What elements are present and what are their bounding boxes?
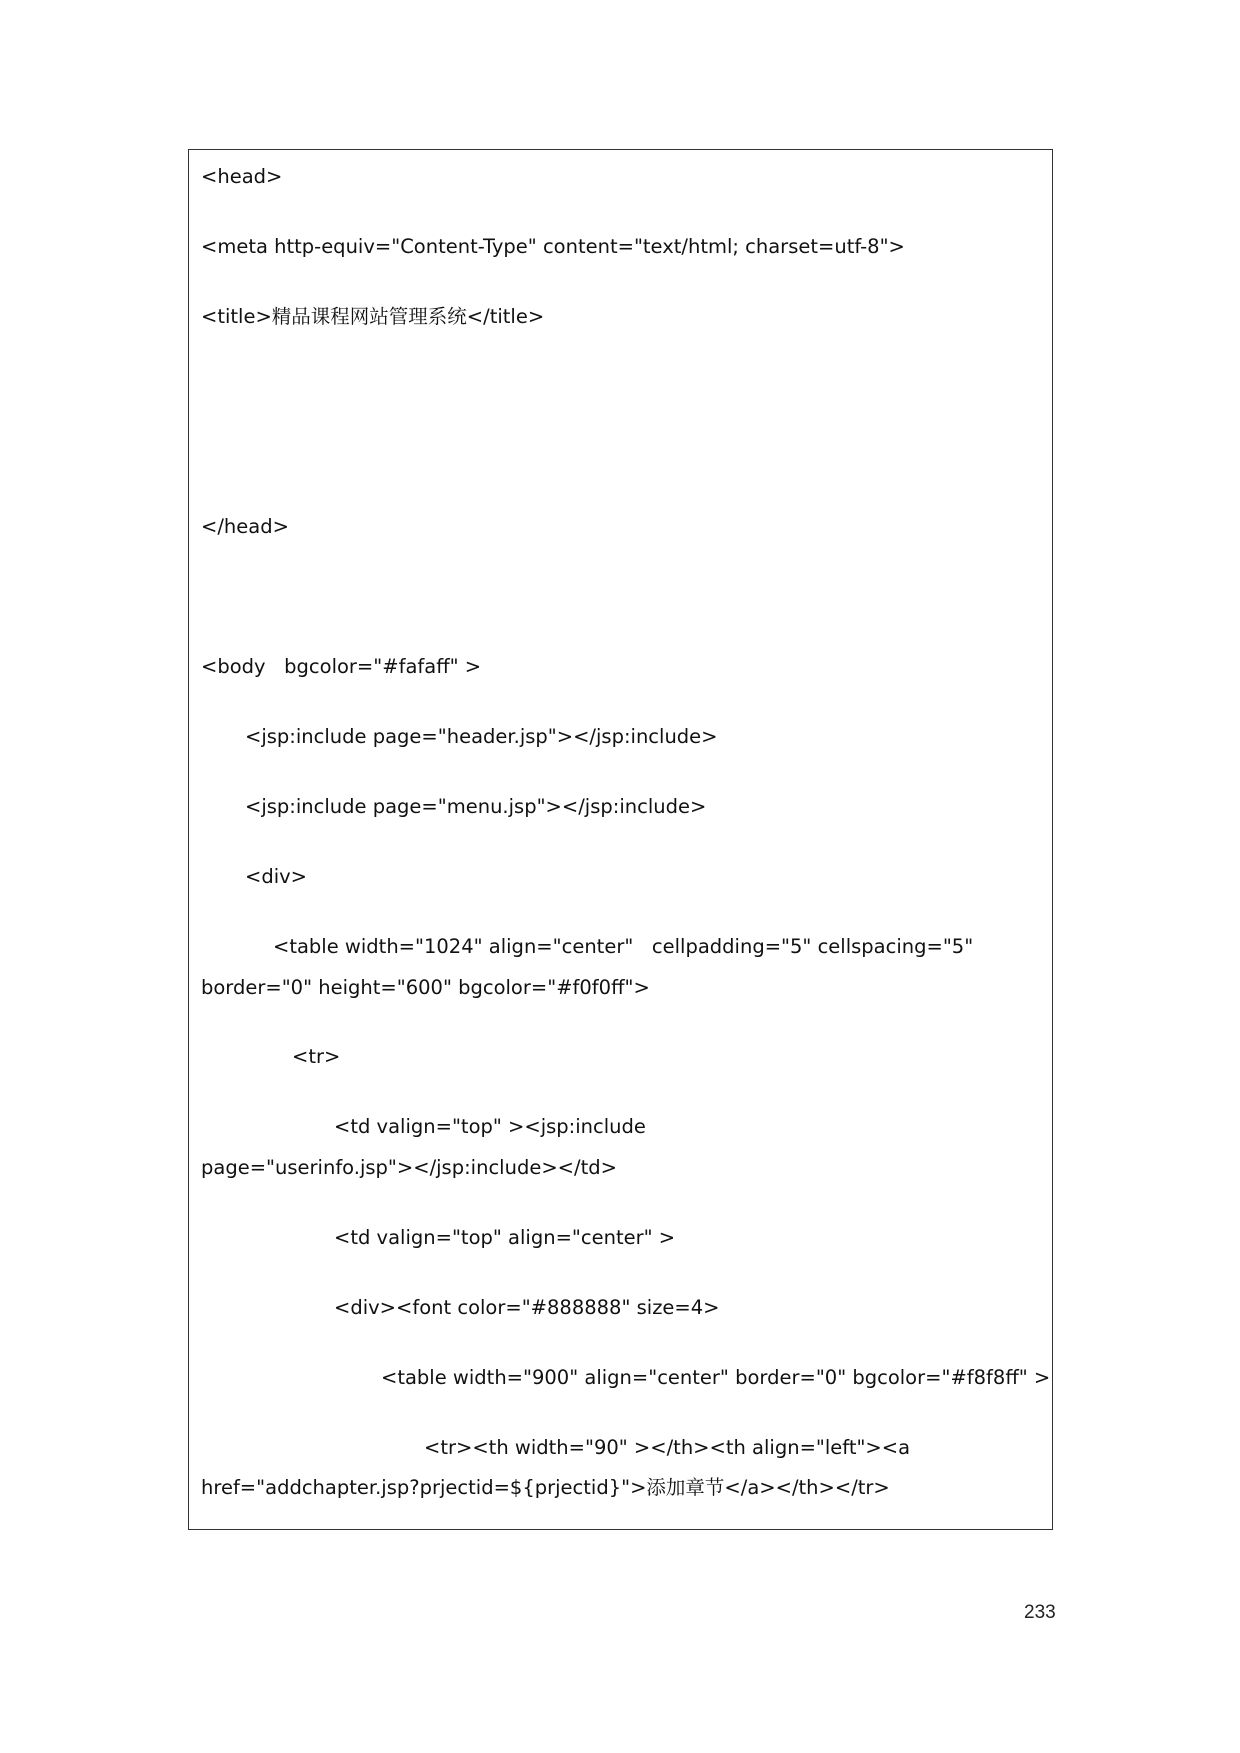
code-listing-box	[188, 149, 1053, 1530]
code-line: <jsp:include page="menu.jsp"></jsp:include>	[245, 795, 707, 818]
code-line: <td valign="top" ><jsp:include	[334, 1115, 646, 1138]
page-number: 233	[1024, 1602, 1056, 1623]
code-line: <td valign="top" align="center" >	[334, 1226, 676, 1249]
code-line: <table width="900" align="center" border="0" bgcolor="#f8f8ff" >	[381, 1366, 1051, 1389]
code-line: border="0" height="600" bgcolor="#f0f0ff">	[201, 976, 650, 999]
code-line: page="userinfo.jsp"></jsp:include></td>	[201, 1156, 617, 1179]
code-line: href="addchapter.jsp?prjectid=${prjectid}">添加章节</a></th></tr>	[201, 1476, 890, 1499]
code-line: <tr><th width="90" ></th><th align="left"><a	[424, 1436, 911, 1459]
code-line: <title>精品课程网站管理系统</title>	[201, 305, 545, 328]
code-line: <div>	[245, 865, 308, 888]
code-line: <div><font color="#888888" size=4>	[334, 1296, 720, 1319]
code-line: </head>	[201, 515, 289, 538]
code-line: <head>	[201, 165, 283, 188]
code-line: <meta http-equiv="Content-Type" content="text/html; charset=utf-8">	[201, 235, 905, 258]
code-line: <jsp:include page="header.jsp"></jsp:include>	[245, 725, 718, 748]
code-line: <body bgcolor="#fafaff" >	[201, 655, 482, 678]
code-line: <table width="1024" align="center" cellpadding="5" cellspacing="5"	[273, 935, 974, 958]
code-line: <tr>	[292, 1045, 341, 1068]
